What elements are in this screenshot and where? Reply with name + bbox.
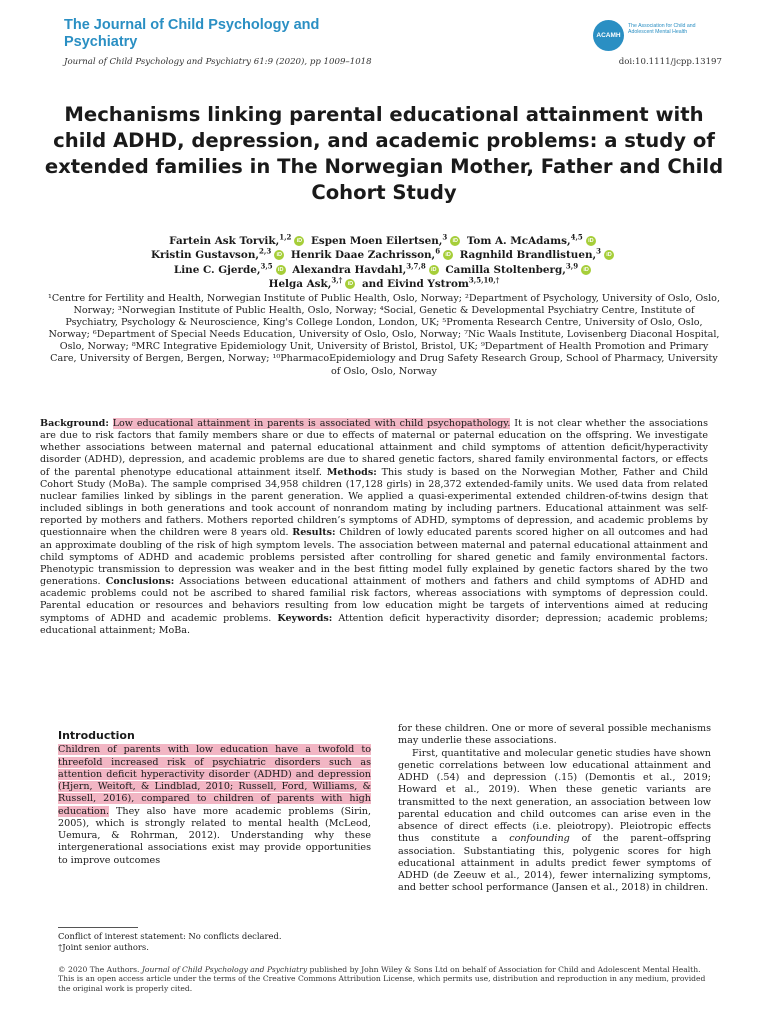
- conflict-statement: Conflict of interest statement: No conflicts declared.: [58, 931, 282, 941]
- joint-authors-note: †Joint senior authors.: [58, 942, 149, 952]
- author: Camilla Stoltenberg,$^{3,9}$: [445, 261, 579, 276]
- orcid-icon[interactable]: iD: [604, 250, 614, 260]
- results-label: Results:: [292, 527, 336, 539]
- section-heading: Introduction: [58, 729, 135, 742]
- acamh-logo-text: The Association for Child and Adolescent Mental Health: [628, 23, 696, 36]
- background-label: Background:: [40, 418, 109, 429]
- author: Fartein Ask Torvik,$^{1,2}$: [169, 232, 292, 247]
- results-text: Children of lowly educated parents scored higher on all outcomes and had an approximate doubling of the risk of high symptom levels. The association between maternal and paternal educational attainment and child symptoms of ADHD and academic problems persisted after controlling for shared genetic and family environmental factors. Phenotypic transmission to depression was weaker and in the best fitting model fully explained by genetic factors shared by the two generations.: [40, 527, 708, 588]
- orcid-icon[interactable]: iD: [274, 250, 284, 260]
- author: Helga Ask,$^{3,\dagger}$: [268, 275, 343, 291]
- intro-right-column: [398, 723, 711, 895]
- affiliations: ¹Centre for Fertility and Health, Norwegian Institute of Public Health, Oslo, Norway; ²Department of Psychology, University of Oslo, Oslo, Norway; ³Norwegian Institute of Public Health, Oslo, Norway; ⁴Social, Genetic & Developmental Psychiatry Centre, Institute of Psychiatry, Psychology & Neuroscience, King's College London, London, UK; ⁵Promenta Research Centre, University of Oslo, Oslo, Norway; ⁶Department of Special Needs Education, University of Oslo, Oslo, Norway; ⁷Nic Waals Institute, Lovisenberg Diaconal Hospital, Oslo, Norway; ⁸MRC Integrative Epidemiology Unit, University of Bristol, Bristol, UK; ⁹Department of Health Promotion and Primary Care, University of Bergen, Bergen, Norway; ¹⁰PharmacoEpidemiology and Drug Safety Research Group, School of Pharmacy, University of Oslo, Oslo, Norway: [47, 293, 720, 377]
- intro-paragraph: First, quantitative and molecular genetic studies have shown genetic correlations between low educational attainment and ADHD (.54) and depression (.15) (Demontis et al., 2019; Howard et al., 2019). When these genetic variants are transmitted to the next generation, an association between low parental education and child outcomes can arise even in the absence of direct effects (i.e. pleiotropy). Pleiotropic effects thus constitute a confounding of the parent–offspring association. Substantiating this, polygenic scores for high educational attainment in adults predict fewer symptoms of ADHD (de Zeeuw et al., 2014), fewer internalizing symptoms, and better school performance (Jansen et al., 2018) in children.: [398, 747, 712, 894]
- orcid-icon[interactable]: iD: [581, 265, 591, 275]
- footnote-divider: [58, 927, 138, 928]
- footnotes: [58, 931, 378, 953]
- orcid-icon[interactable]: iD: [276, 265, 286, 275]
- acamh-logo: [593, 20, 723, 52]
- conclusions-label: Conclusions:: [105, 576, 175, 588]
- intro-paragraph: for these children. One or more of several possible mechanisms may underlie these associations.: [398, 723, 711, 747]
- orcid-icon[interactable]: iD: [429, 265, 439, 275]
- author: Tom A. McAdams,$^{4,5}$: [466, 232, 583, 247]
- highlighted-text: Children of parents with low education have a twofold to threefold increased risk of psychiatric disorders such as attention deficit hyperactivity disorder (ADHD) and depression (Hjern, Weitoft, & Lindblad, 2010; Russell, Ford, Williams, & Russell, 2016), compared to children of parents with high education.: [58, 744, 371, 817]
- author: Line C. Gjerde,$^{3,5}$: [173, 261, 273, 276]
- orcid-icon[interactable]: iD: [450, 236, 460, 246]
- keywords-text: Attention deficit hyperactivity disorder; depression; academic problems; educational attainment; MoBa.: [40, 612, 708, 636]
- copyright-notice: © 2020 The Authors. Journal of Child Psychology and Psychiatry published by John Wiley & Sons Ltd on behalf of Association for Child and Adolescent Mental Health. This is an open access article under the terms of the Creative Commons Attribution License, which permits use, distribution and reproduction in any medium, provided the original work is properly cited.: [58, 965, 706, 993]
- keywords-label: Keywords:: [277, 612, 333, 624]
- intro-paragraph: Children of parents with low education have a twofold to threefold increased risk of psychiatric disorders such as attention deficit hyperactivity disorder (ADHD) and depression (Hjern, Weitoft, & Lindblad, 2010; Russell, Ford, Williams, & Russell, 2016), compared to children of parents with high education. They also have more academic problems (Sirin, 2005), which is strongly related to mental health (McLeod, Uemura, & Rohrman, 2012). Understanding why these intergenerational associations exist may provide opportunities to improve outcomes: [58, 744, 371, 866]
- running-head: Journal of Child Psychology and Psychiatry 61:9 (2020), pp 1009–1018: [64, 57, 372, 67]
- author: and Eivind Ystrom$^{3,5,10,\dagger}$: [361, 275, 500, 291]
- acamh-logo-icon: ACAMH: [593, 20, 624, 51]
- orcid-icon[interactable]: iD: [345, 279, 355, 289]
- author: Alexandra Havdahl,$^{3,7,8}$: [292, 261, 426, 276]
- article-title: Mechanisms linking parental educational attainment with child ADHD, depression, and academic problems: a study of extended families in The Norwegian Mother, Father and Child Cohort Study: [44, 103, 724, 204]
- methods-text: This study is based on the Norwegian Mother, Father and Child Cohort Study (MoBa). The sample comprised 34,958 children (17,128 girls) in 28,372 extended-family units. We used data from related nuclear families linked by siblings in the parent generation. We applied a quasi-experimental extended children-of-twins design that included siblings in both generations and took account of nonrandom mating by including partners. Educational attainment was self-reported by mothers and fathers. Mothers reported children’s symptoms of ADHD, symptoms of depression, and academic problems by questionnaire when the children were 8 years old.: [40, 466, 708, 539]
- background-text: It is not clear whether the associations are due to risk factors that family members share or due to effects of maternal or paternal education on the offspring. We investigate whether associations between maternal and paternal educational attainment and child symptoms of attention deficit/hyperactivity disorder (ADHD), depression, and academic problems are due to shared genetic factors, shared family environmental factors, or effects of the parental phenotype educational attainment itself.: [40, 418, 708, 478]
- author: Henrik Daae Zachrisson,$^6$: [290, 246, 441, 262]
- author: Kristin Gustavson,$^{2,3}$: [150, 246, 272, 262]
- journal-title: The Journal of Child Psychology and Psychiatry: [64, 17, 320, 50]
- author: Espen Moen Eilertsen,$^3$: [311, 232, 448, 247]
- author: Ragnhild Brandlistuen,$^3$: [459, 246, 602, 262]
- methods-label: Methods:: [326, 466, 377, 478]
- orcid-icon[interactable]: iD: [586, 236, 596, 246]
- doi: doi:10.1111/jcpp.13197: [618, 57, 722, 67]
- intro-left-column: [58, 730, 371, 867]
- author-list: [60, 234, 708, 292]
- orcid-icon[interactable]: iD: [294, 236, 304, 246]
- highlighted-text: Low educational attainment in parents is associated with child psychopathology.: [112, 418, 511, 429]
- orcid-icon[interactable]: iD: [443, 250, 453, 260]
- conclusions-text: Associations between educational attainment of mothers and fathers and child symptoms of ADHD and academic problems could not be ascribed to shared familial risk factors, whereas associations with symptoms of depression could. Parental education or resources and behaviors resulting from low education might be targets of interventions aimed at reducing symptoms of ADHD and academic problems.: [40, 576, 708, 624]
- abstract: [40, 418, 708, 637]
